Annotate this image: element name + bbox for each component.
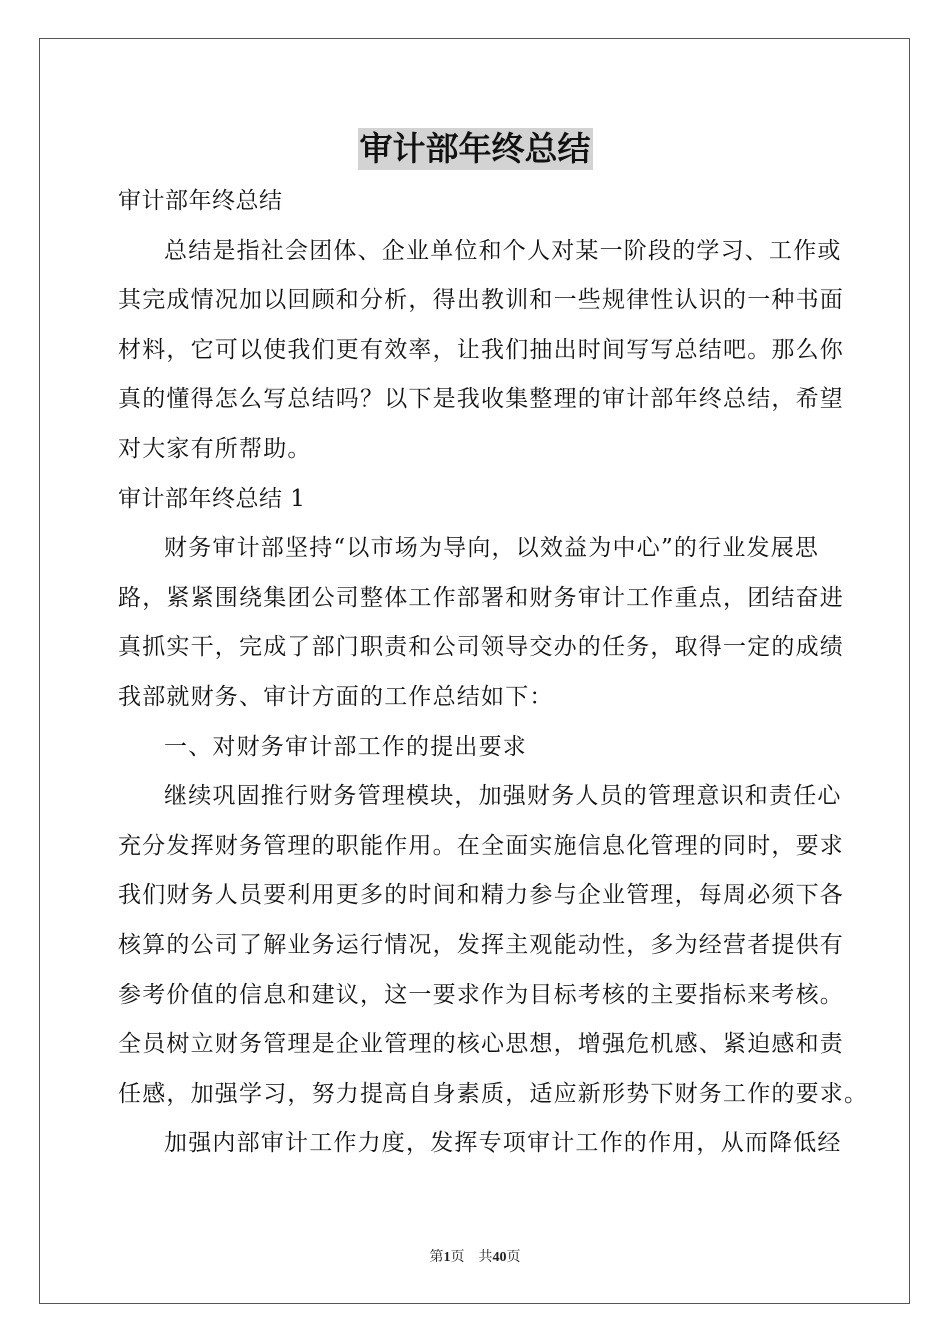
footer-page-number: 1 — [443, 1250, 451, 1265]
body-text-line: 全员树立财务管理是企业管理的核心思想，增强危机感、紧迫感和责 — [118, 1031, 844, 1058]
body-text-line: 材料，它可以使我们更有效率，让我们抽出时间写写总结吧。那么你 — [118, 336, 844, 363]
body-text-line: 充分发挥财务管理的职能作用。在全面实施信息化管理的同时，要求 — [118, 832, 844, 859]
body-text-line: 总结是指社会团体、企业单位和个人对某一阶段的学习、工作或 — [164, 237, 842, 264]
body-text-line: 我部就财务、审计方面的工作总结如下： — [118, 683, 554, 710]
body-text-line: 任感，加强学习，努力提高自身素质，适应新形势下财务工作的要求。 — [118, 1080, 869, 1107]
footer-page-prefix: 第 — [429, 1250, 444, 1265]
document-title — [0, 128, 950, 170]
body-text-line: 其完成情况加以回顾和分析，得出教训和一些规律性认识的一种书面 — [118, 287, 844, 314]
body-text-line: 路，紧紧围绕集团公司整体工作部署和财务审计工作重点，团结奋进 — [118, 584, 844, 611]
body-text-line: 对大家有所帮助。 — [118, 435, 312, 462]
section-heading: 审计部年终总结 — [118, 188, 283, 214]
section-heading: 审计部年终总结 1 — [118, 485, 306, 512]
body-text-line: 一、对财务审计部工作的提出要求 — [164, 733, 527, 760]
body-text-line: 我们财务人员要利用更多的时间和精力参与企业管理，每周必须下各 — [118, 882, 844, 909]
footer-total-prefix: 共 — [478, 1250, 493, 1265]
footer-total-suffix: 页 — [506, 1250, 521, 1265]
document-body — [118, 177, 869, 1169]
body-text-line: 继续巩固推行财务管理模块，加强财务人员的管理意识和责任心 — [164, 783, 842, 810]
page-footer — [0, 1246, 950, 1266]
footer-page-suffix: 页 — [450, 1250, 465, 1265]
body-text-line: 真抓实干，完成了部门职责和公司领导交办的任务，取得一定的成绩 — [118, 634, 844, 661]
footer-total-pages: 40 — [492, 1250, 507, 1265]
body-text-line: 财务审计部坚持“以市场为导向，以效益为中心”的行业发展思 — [164, 535, 820, 562]
document-title-text: 审计部年终总结 — [359, 129, 591, 168]
body-text-line: 真的懂得怎么写总结吗？以下是我收集整理的审计部年终总结，希望 — [118, 386, 844, 413]
body-text-line: 核算的公司了解业务运行情况，发挥主观能动性，多为经营者提供有 — [118, 931, 844, 958]
body-text-line: 加强内部审计工作力度，发挥专项审计工作的作用，从而降低经 — [164, 1130, 842, 1157]
body-text-line: 参考价值的信息和建议，这一要求作为目标考核的主要指标来考核。 — [118, 981, 844, 1008]
